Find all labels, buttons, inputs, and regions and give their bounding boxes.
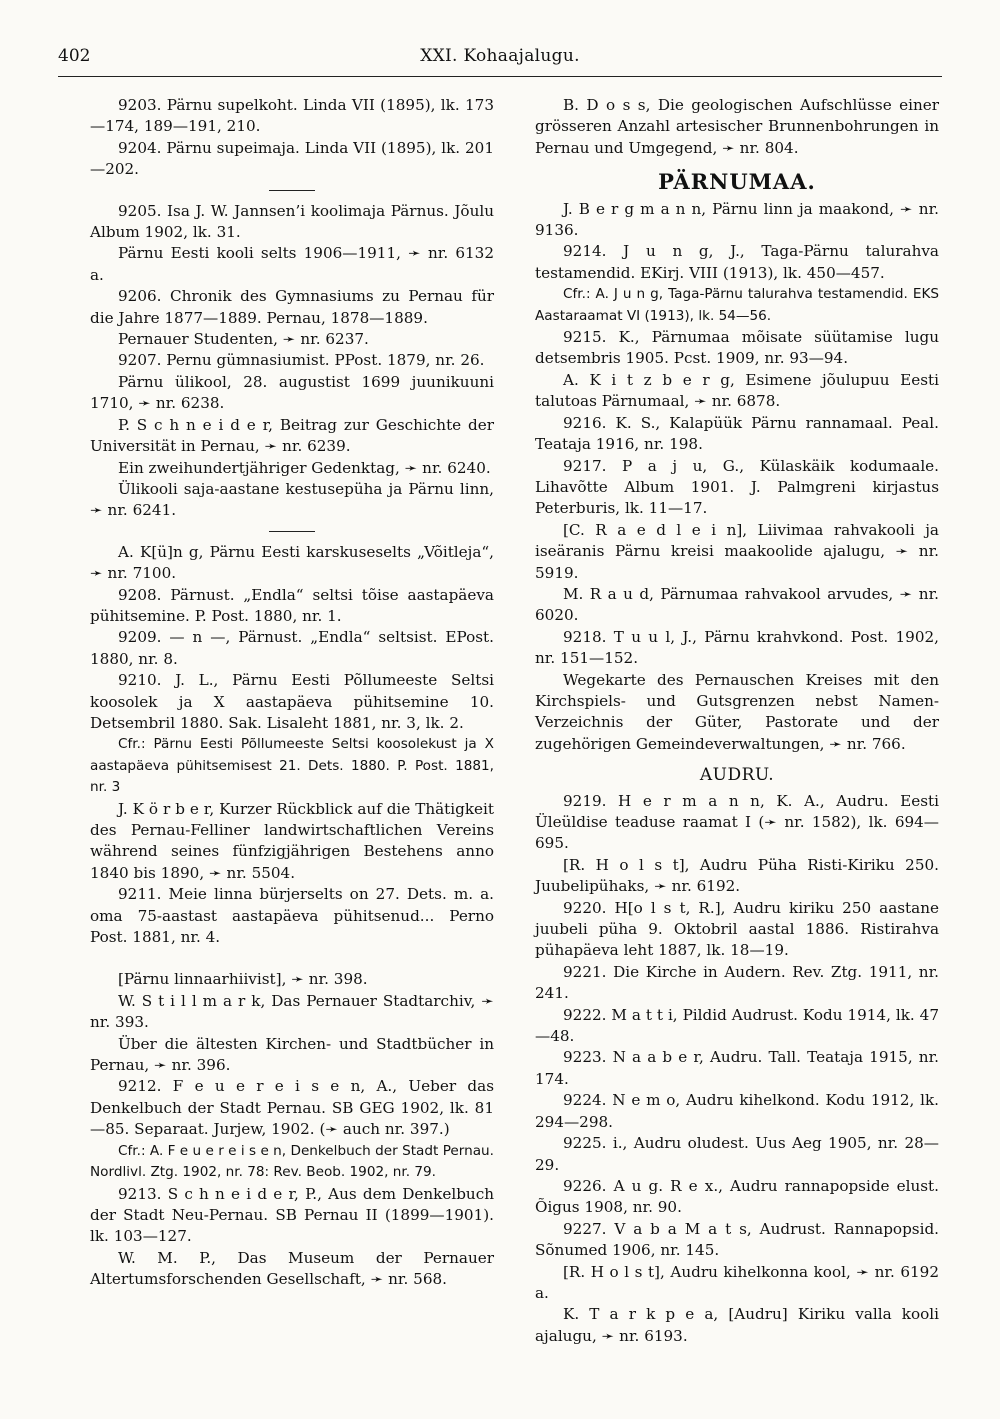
bibliography-entry: Pärnu Eesti kooli selts 1906—1911, ➛ nr. 6132 a.	[90, 244, 494, 284]
bibliography-entry: 9205. Isa J. W. Jannsen’i koolimaja Pärnus. Jõulu Album 1902, lk. 31.	[90, 201, 494, 242]
bibliography-entry: 9226. A u g. R e x., Audru rannapopside elust. Õigus 1908, nr. 90.	[535, 1176, 939, 1217]
bibliography-entry: W. M. P., Das Museum der Pernauer Altertumsforschenden Gesellschaft, ➛ nr. 568.	[90, 1248, 494, 1289]
bibliography-entry: 9208. Pärnust. „Endla“ seltsi tõise aastapäeva pühitsemine. P. Post. 1880, nr. 1.	[90, 585, 494, 625]
bibliography-entry: Ein zweihundertjähriger Gedenktag, ➛ nr. 6240.	[118, 458, 491, 477]
bibliography-entry: 9210. J. L., Pärnu Eesti Põllumeeste Seltsi koosolek ja X aastapäeva pühitsemine 10. Detsembril 1880. Sak. Lisaleht 1881, nr. 3, lk. 2.	[90, 671, 494, 732]
right-column	[535, 95, 939, 1347]
bibliography-entry: 9218. T u u l, J., Pärnu krahvkond. Post. 1902, nr. 151—152.	[535, 627, 939, 668]
cross-reference-note: Cfr.: Pärnu Eesti Põllumeeste Seltsi koosolekust ja X aastapäeva pühitsemisest 21. Dets. 1880. P. Post. 1881, nr. 3	[90, 736, 494, 796]
bibliography-entry: A. K[ü]n g, Pärnu Eesti karskuseselts „Võitleja“, ➛ nr. 7100.	[90, 542, 494, 583]
bibliography-entry: [C. R a e d l e i n], Liivimaa rahvakooli ja iseäranis Pärnu kreisi maakoolide ajalugu, ➛ nr. 5919.	[535, 520, 939, 582]
page-header	[58, 42, 942, 77]
bibliography-entry: 9223. N a a b e r, Audru. Tall. Teataja 1915, nr. 174.	[535, 1048, 939, 1088]
bibliography-entry: [R. H o l s t], Audru kihelkonna kool, ➛ nr. 6192 a.	[535, 1262, 939, 1302]
cross-reference-note: Cfr.: A. J u n g, Taga-Pärnu talurahva testamendid. EKS Aastaraamat VI (1913), lk. 54—56.	[535, 286, 939, 324]
bibliography-entry: B. D o s s, Die geologischen Aufschlüsse einer grösseren Anzahl artesischer Brunnenbohrungen in Pernau und Umgegend, ➛ nr. 804.	[535, 96, 939, 157]
bibliography-entry: M. R a u d, Pärnumaa rahvakool arvudes, ➛ nr. 6020.	[535, 584, 939, 625]
bibliography-entry: 9203. Pärnu supelkoht. Linda VII (1895), lk. 173—174, 189—191, 210.	[90, 96, 494, 136]
bibliography-entry: Pernauer Studenten, ➛ nr. 6237.	[118, 330, 369, 349]
page-number: 402	[58, 46, 91, 66]
bibliography-entry: Wegekarte des Pernauschen Kreises mit den Kirchspiels- und Gutsgrenzen nebst Namen-Verzeichnis der Güter, Pastorate und der zugehörigen Gemeindeverwaltungen, ➛ nr. 766.	[535, 670, 939, 753]
bibliography-entry: Über die ältesten Kirchen- und Stadtbücher in Pernau, ➛ nr. 396.	[90, 1034, 494, 1075]
bibliography-entry: 9212. F e u e r e i s e n, A., Ueber das Denkelbuch der Stadt Pernau. SB GEG 1902, lk. 81—85. Separaat. Jurjew, 1902. (➛ auch nr. 397.)	[90, 1077, 494, 1139]
bibliography-entry: 9216. K. S., Kalapüük Pärnu rannamaal. Peal. Teataja 1916, nr. 198.	[535, 413, 939, 454]
bibliography-entry: J. K ö r b e r, Kurzer Rückblick auf die Thätigkeit des Pernau-Felliner landwirtschaftlichen Vereins während seines fünfzigjährigen Bestehens anno 1840 bis 1890, ➛ nr. 5504.	[90, 799, 494, 882]
left-column	[90, 95, 494, 1291]
bibliography-entry: 9222. M a t t i, Pildid Audrust. Kodu 1914, lk. 47—48.	[535, 1005, 939, 1046]
section-separator	[269, 190, 315, 191]
bibliography-entry: 9211. Meie linna bürjerselts on 27. Dets. m. a. oma 75-aastast aastapäeva pühitsenud... Perno Post. 1881, nr. 4.	[90, 885, 494, 947]
bibliography-entry: 9220. H[o l s t, R.], Audru kiriku 250 aastane juubeli püha 9. Oktobril aastal 1886. Ristirahva pühapäeva leht 1887, lk. 18—19.	[535, 898, 939, 960]
bibliography-entry: [Pärnu linnaarhiivist], ➛ nr. 398.	[118, 970, 368, 989]
bibliography-entry: K. T a r k p e a, [Audru] Kiriku valla kooli ajalugu, ➛ nr. 6193.	[535, 1305, 939, 1345]
bibliography-entry: 9214. J u n g, J., Taga-Pärnu talurahva testamendid. EKirj. VIII (1913), lk. 450—457.	[535, 242, 939, 282]
subsection-heading: AUDRU.	[699, 765, 775, 786]
bibliography-entry: 9219. H e r m a n n, K. A., Audru. Eesti Üleüldise teaduse raamat I (➛ nr. 1582), lk. 694—695.	[535, 791, 939, 853]
chapter-title: XXI. Kohaajalugu.	[420, 46, 580, 66]
bibliography-entry: 9225. i., Audru oludest. Uus Aeg 1905, nr. 28—29.	[535, 1134, 939, 1174]
bibliography-entry: A. K i t z b e r g, Esimene jõulupuu Eesti talutoas Pärnumaal, ➛ nr. 6878.	[535, 370, 939, 411]
bibliography-entry: W. S t i l l m a r k, Das Pernauer Stadtarchiv, ➛ nr. 393.	[90, 991, 494, 1032]
bibliography-entry: 9213. S c h n e i d e r, P., Aus dem Denkelbuch der Stadt Neu-Pernau. SB Pernau II (1899—1901). lk. 103—127.	[90, 1184, 494, 1246]
bibliography-entry: Pärnu ülikool, 28. augustist 1699 juunikuuni 1710, ➛ nr. 6238.	[90, 372, 494, 413]
cross-reference-note: Cfr.: A. F e u e r e i s e n, Denkelbuch der Stadt Pernau. Nordlivl. Ztg. 1902, nr. 78: Rev. Beob. 1902, nr. 79.	[90, 1142, 494, 1181]
bibliography-entry: 9207. Pernu gümnasiumist. PPost. 1879, nr. 26.	[118, 351, 485, 370]
bibliography-entry: 9221. Die Kirche in Audern. Rev. Ztg. 1911, nr. 241.	[535, 962, 939, 1003]
bibliography-entry: [R. H o l s t], Audru Püha Risti-Kiriku 250. Juubelipühaks, ➛ nr. 6192.	[535, 855, 939, 896]
bibliography-entry: Ülikooli saja-aastane kestusepüha ja Pärnu linn, ➛ nr. 6241.	[90, 479, 494, 520]
section-gap	[90, 948, 494, 969]
bibliography-entry: P. S c h n e i d e r, Beitrag zur Geschichte der Universität in Pernau, ➛ nr. 6239.	[90, 415, 494, 456]
bibliography-entry: 9224. N e m o, Audru kihelkond. Kodu 1912, lk. 294—298.	[535, 1091, 939, 1131]
bibliography-entry: 9204. Pärnu supeimaja. Linda VII (1895), lk. 201—202.	[90, 138, 494, 179]
section-heading: PÄRNUMAA.	[658, 169, 816, 195]
bibliography-entry: 9206. Chronik des Gymnasiums zu Pernau für die Jahre 1877—1889. Pernau, 1878—1889.	[90, 287, 494, 327]
bibliography-entry: 9215. K., Pärnumaa mõisate süütamise lugu detsembris 1905. Pcst. 1909, nr. 93—94.	[535, 328, 939, 368]
section-separator	[269, 531, 315, 532]
bibliography-entry: 9217. P a j u, G., Külaskäik kodumaale. Lihavõtte Album 1901. J. Palmgreni kirjastus Peterburis, lk. 11—17.	[535, 456, 939, 518]
bibliography-entry: J. B e r g m a n n, Pärnu linn ja maakond, ➛ nr. 9136.	[535, 199, 939, 240]
bibliography-entry: 9209. — n —, Pärnust. „Endla“ seltsist. EPost. 1880, nr. 8.	[90, 628, 494, 668]
bibliography-entry: 9227. V a b a M a t s, Audrust. Rannapopsid. Sõnumed 1906, nr. 145.	[535, 1219, 939, 1260]
